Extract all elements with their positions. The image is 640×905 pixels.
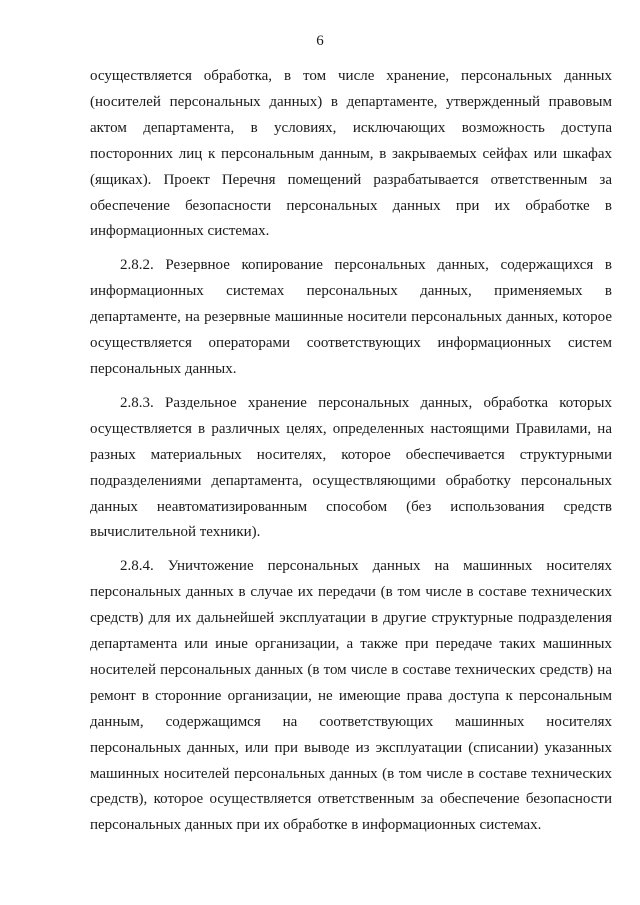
document-body [90,64,612,839]
paragraph-2-8-2: 2.8.2. Резервное копирование персональных данных, содержащихся в информационных системах персональных данных, применяемых в департаменте, на резервные машинные носители персональных данных, которое осуществляется операторами соответствующих информационных систем персональных данных. [90,257,612,377]
page-number: 6 [316,33,324,49]
paragraph-2-8-3: 2.8.3. Раздельное хранение персональных данных, обработка которых осуществляется в различных целях, определенных настоящими Правилами, на разных материальных носителях, которое обеспечивается структурными подразделениями департамента, осуществляющими обработку персональных данных неавтоматизированным способом (без использования средств вычислительной техники). [90,394,612,541]
paragraph-continuation: осуществляется обработка, в том числе хранение, персональных данных (носителей персональных данных) в департаменте, утвержденный правовым актом департамента, в условиях, исключающих возможность доступа посторонних лиц к персональным данным, в закрываемых сейфах или шкафах (ящиках). Проект Перечня помещений разрабатывается ответственным за обеспечение безопасности персональных данных при их обработке в информационных системах. [90,68,612,240]
paragraph-2-8-4: 2.8.4. Уничтожение персональных данных на машинных носителях персональных данных в случае их передачи (в том числе в составе технических средств) для их дальнейшей эксплуатации в другие структурные подразделения департамента или иные организации, а также при передаче таких машинных носителей персональных данных (в том числе в составе технических средств) на ремонт в сторонние организации, не имеющие права доступа к персональным данным, содержащимся на соответствующих машинных носителях персональных данных, или при выводе из эксплуатации (списании) указанных машинных носителей персональных данных (в том числе в составе технических средств), которое осуществляется ответственным за обеспечение безопасности персональных данных при их обработке в информационных системах. [90,558,612,834]
